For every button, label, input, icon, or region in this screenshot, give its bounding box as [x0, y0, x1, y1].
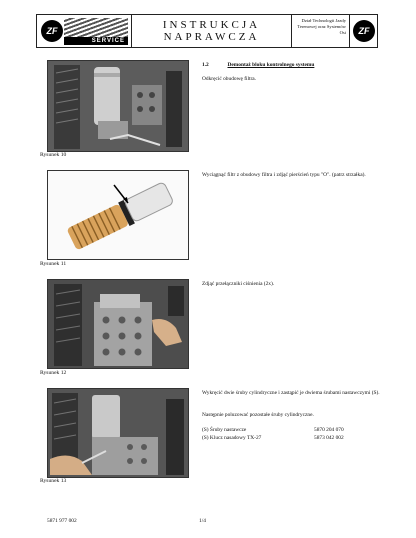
- service-label: SERVICE: [64, 37, 128, 45]
- document-header: [36, 14, 378, 48]
- section-title: Demontaż bloku kontrolnego systemu: [227, 62, 315, 68]
- part-number: 5870 204 070: [314, 427, 344, 433]
- title-line-1: INSTRUKCJA: [162, 19, 261, 31]
- figure-12-photo: [47, 279, 189, 369]
- zf-logo-icon: ZF: [41, 20, 63, 42]
- logo-stripes: [64, 18, 128, 38]
- figure-10-instruction: Odkręcić obudowę filtra.: [202, 76, 257, 82]
- zf-logo-right: [350, 15, 377, 47]
- part-label: (S) Śruby nastawcze: [202, 427, 247, 433]
- footer-doc-number: 5871 977 002: [47, 518, 77, 524]
- figure-11-instruction: Wyciągnąć filtr z obudowy filtra i zdjąć pierścień typu "O". (patrz strzałka).: [202, 172, 366, 178]
- figure-11-caption: Rysunek 11: [40, 261, 67, 267]
- figure-12-instruction: Zdjąć przełączniki ciśnienia (2x).: [202, 281, 275, 287]
- figure-13-caption: Rysunek 13: [40, 478, 67, 484]
- department-info: [292, 15, 350, 47]
- zf-logo-icon: ZF: [353, 20, 375, 42]
- document-title: [132, 15, 292, 47]
- part-number: 5873 042 002: [314, 435, 344, 441]
- figure-12-caption: Rysunek 12: [40, 370, 67, 376]
- part-label: (S) Klucz nasadowy TX-27: [202, 435, 262, 441]
- figure-13-instruction: Wykręcić dwie śruby cylindryczne i zastąpić je dwiema śrubami nastawczymi (S).: [202, 390, 380, 396]
- dept-line-3: Osi: [339, 30, 346, 35]
- figure-10-caption: Rysunek 10: [40, 152, 67, 158]
- zf-service-logo: [37, 15, 132, 47]
- dept-line-1: Dział Technologii Jazdy: [301, 18, 346, 23]
- dept-line-2: Terenowej oraz Systemów: [297, 24, 346, 29]
- parts-row: [202, 427, 382, 435]
- parts-list: [202, 427, 382, 443]
- title-line-2: NAPRAWCZA: [163, 31, 260, 43]
- section-number: 1.2: [202, 62, 209, 68]
- section-heading: [202, 62, 314, 68]
- footer-page-number: 1/4: [199, 518, 206, 524]
- parts-row: [202, 435, 382, 443]
- figure-13-instruction-2: Następnie poluzować pozostałe śruby cylindryczne.: [202, 412, 314, 418]
- figure-11-photo: [47, 170, 189, 260]
- figure-10-photo: [47, 60, 189, 152]
- figure-13-photo: [47, 388, 189, 478]
